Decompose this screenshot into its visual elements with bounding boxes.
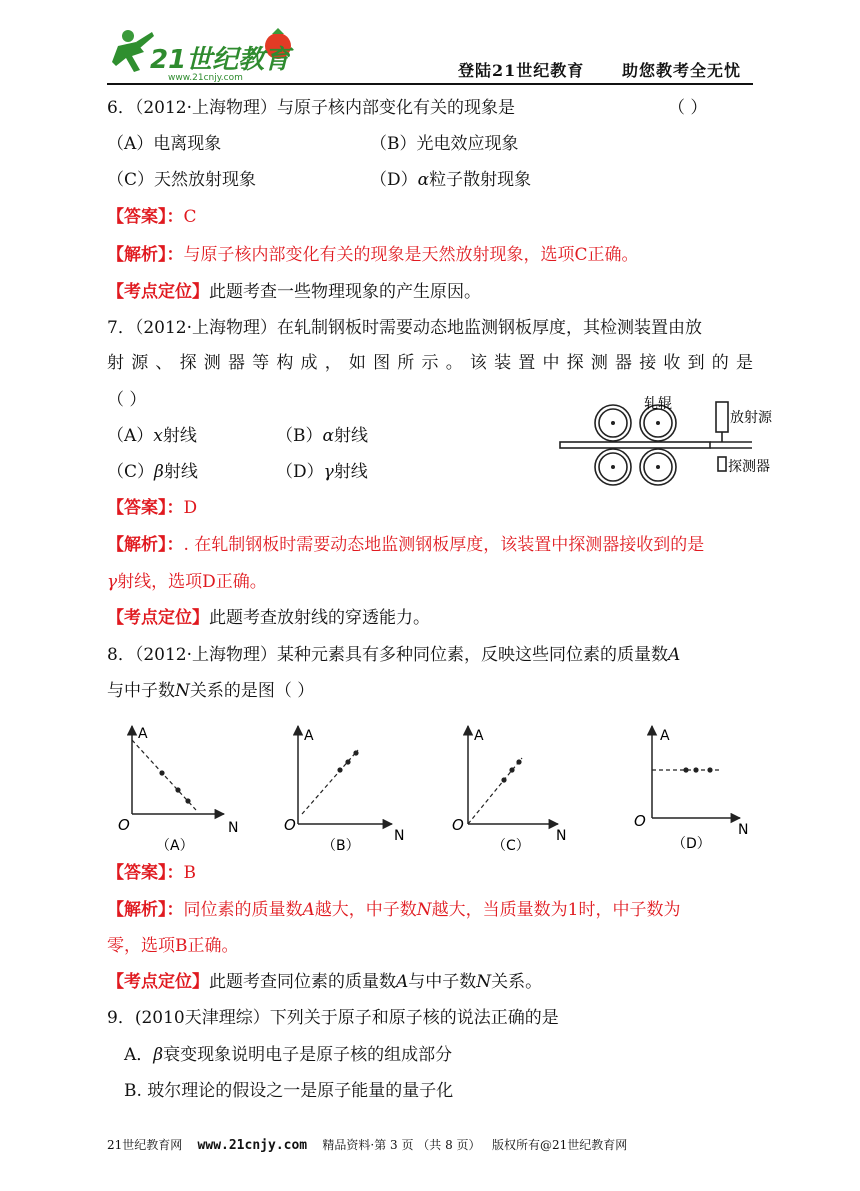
q6-option-c: （C）天然放射现象 (107, 170, 257, 190)
svg-text:O: O (284, 816, 296, 834)
footer-page: 精品资料·第 3 页 （共 8 页） (322, 1138, 481, 1152)
q6-stem: 6．（2012·上海物理）与原子核内部变化有关的现象是 (107, 98, 515, 118)
svg-text:（C）: （C） (492, 838, 530, 854)
q9-option-b: B. 玻尔理论的假设之一是原子能量的量子化 (124, 1081, 454, 1101)
svg-text:A: A (304, 728, 314, 744)
radiation-source-box (716, 402, 728, 432)
svg-text:O: O (118, 816, 130, 834)
graph-b (284, 726, 404, 854)
footer-site: www.21cnjy.com (197, 1138, 308, 1153)
svg-text:A: A (138, 726, 148, 742)
graph-c (452, 726, 566, 854)
logo-main-text: 21世纪教育 (150, 45, 291, 75)
steel-sheet (560, 442, 710, 448)
svg-text:N: N (738, 822, 749, 838)
q8-stem-line2: 与中子数N关系的是图（ ） (107, 681, 315, 701)
q7-option-d: （D）γ射线 (276, 462, 368, 482)
site-logo (108, 22, 298, 84)
logo-url-text: www.21cnjy.com (168, 73, 243, 83)
q6-option-b: （B）光电效应现象 (370, 134, 519, 154)
svg-text:O: O (634, 812, 646, 830)
q7-option-a: （A）x射线 (107, 426, 197, 446)
svg-text:N: N (394, 828, 405, 844)
q9-stem: 9．(2010天津理综）下列关于原子和原子核的说法正确的是 (107, 1008, 559, 1028)
q6-analysis: 【解析】：与原子核内部变化有关的现象是天然放射现象，选项C正确。 (107, 245, 639, 265)
q9-option-a: A．β衰变现象说明电子是原子核的组成部分 (124, 1045, 453, 1065)
q8-answer: 【答案】：B (107, 863, 196, 883)
svg-text:A: A (474, 728, 484, 744)
svg-text:（A）: （A） (156, 838, 194, 854)
page-footer (107, 1136, 627, 1153)
svg-text:（B）: （B） (322, 838, 360, 854)
footer-copyright: 版权所有@21世纪教育网 (492, 1138, 628, 1152)
q8-point: 【考点定位】此题考查同位素的质量数A与中子数N关系。 (107, 972, 543, 992)
svg-text:（D）: （D） (672, 836, 711, 852)
footer-left: 21世纪教育网 (107, 1138, 183, 1152)
q7-point: 【考点定位】此题考查放射线的穿透能力。 (107, 608, 430, 628)
graph-a (118, 726, 238, 854)
svg-text:N: N (556, 828, 567, 844)
q6-paren: （ ） (668, 98, 708, 118)
svg-text:N: N (228, 820, 239, 836)
rolling-mill-figure (556, 392, 796, 492)
q7-stem-line1: 7．（2012·上海物理）在轧制钢板时需要动态地监测钢板厚度，其检测装置由放 (107, 318, 702, 338)
isotope-graphs (112, 718, 762, 860)
q7-analysis-line2: γ射线，选项D正确。 (107, 572, 267, 592)
header-site: 登陆21世纪教育 (458, 61, 585, 80)
header-rule (107, 83, 753, 85)
q6-option-d: （D）α粒子散射现象 (370, 170, 532, 190)
q7-analysis-line1: 【解析】：. 在轧制钢板时需要动态地监测钢板厚度，该装置中探测器接收到的是 (107, 535, 705, 555)
fig-detector-label: 探测器 (728, 459, 770, 475)
detector-box (718, 457, 726, 471)
graph-d (634, 726, 748, 852)
q7-stem-line2: 射源、探测器等构成，如图所示。该装置中探测器接收到的是 (107, 353, 753, 373)
fig-roller-label: 轧辊 (644, 396, 672, 412)
svg-text:A: A (660, 728, 670, 744)
q6-point: 【考点定位】此题考查一些物理现象的产生原因。 (107, 282, 481, 302)
q7-option-c: （C）β射线 (107, 462, 198, 482)
q8-stem-line1: 8．（2012·上海物理）某种元素具有多种同位素，反映这些同位素的质量数A (107, 645, 681, 665)
q6-option-a: （A）电离现象 (107, 134, 222, 154)
q6-answer: 【答案】：C (107, 207, 197, 227)
q7-paren: （ ） (107, 390, 147, 410)
svg-text:O: O (452, 816, 464, 834)
q8-analysis-line1: 【解析】：同位素的质量数A越大，中子数N越大，当质量数为1时，中子数为 (107, 900, 681, 920)
q8-analysis-line2: 零，选项B正确。 (107, 936, 239, 956)
q7-answer: 【答案】：D (107, 498, 198, 518)
header-slogan: 助您教考全无忧 (622, 61, 742, 80)
q7-option-b: （B）α射线 (276, 426, 368, 446)
fig-source-label: 放射源 (730, 410, 772, 426)
